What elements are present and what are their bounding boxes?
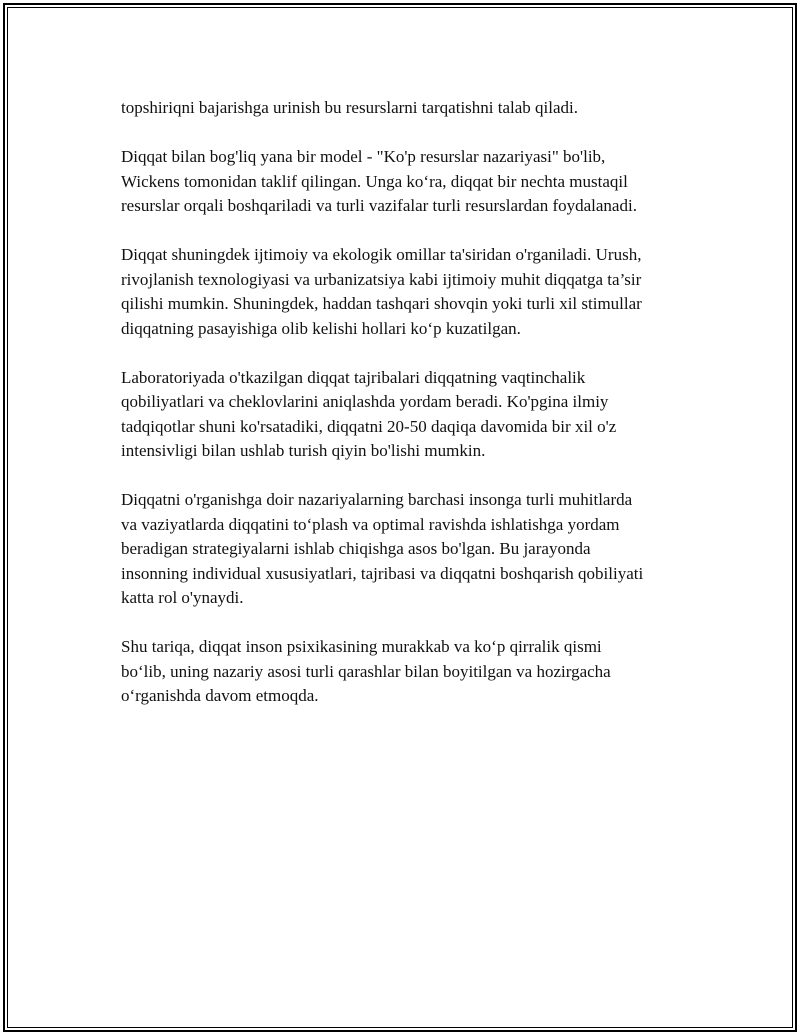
text-line: Laboratoriyada o'tkazilgan diqqat tajribalari diqqatning vaqtinchalik — [121, 367, 586, 387]
text-line: tadqiqotlar shuni ko'rsatadiki, diqqatni 20-50 daqiqa davomida bir xil o'z — [121, 416, 617, 436]
paragraph — [121, 488, 701, 611]
paragraph — [121, 145, 701, 219]
text-line: va vaziyatlarda diqqatini to‘plash va optimal ravishda ishlatishga yordam — [121, 514, 620, 534]
document-body — [121, 96, 701, 733]
text-line: diqqatning pasayishiga olib kelishi hollari ko‘p kuzatilgan. — [121, 318, 521, 338]
paragraph — [121, 243, 701, 341]
text-line: rivojlanish texnologiyasi va urbanizatsiya kabi ijtimoiy muhit diqqatga ta’sir — [121, 269, 642, 289]
text-line: o‘rganishda davom etmoqda. — [121, 686, 319, 705]
text-line: Diqqatni o'rganishga doir nazariyalarning barchasi insonga turli muhitlarda — [121, 490, 633, 509]
text-line: intensivligi bilan ushlab turish qiyin bo'lishi mumkin. — [121, 441, 486, 460]
text-line: topshiriqni bajarishga urinish bu resurslarni tarqatishni talab qiladi. — [121, 98, 579, 117]
text-line: Shu tariqa, diqqat inson psixikasining murakkab va ko‘p qirralik qismi — [121, 637, 602, 656]
text-line: beradigan strategiyalarni ishlab chiqishga asos bo'lgan. Bu jarayonda — [121, 539, 591, 558]
text-line: bo‘lib, uning nazariy asosi turli qarashlar bilan boyitilgan va hozirgacha — [121, 661, 611, 681]
paragraph — [121, 96, 701, 121]
text-line: Wickens tomonidan taklif qilingan. Unga ko‘ra, diqqat bir nechta mustaqil — [121, 171, 628, 191]
text-line: qobiliyatlari va cheklovlarini aniqlashda yordam beradi. Ko'pgina ilmiy — [121, 392, 609, 411]
page-frame — [3, 3, 797, 1032]
text-line: insonning individual xususiyatlari, tajribasi va diqqatni boshqarish qobiliyati — [121, 563, 644, 583]
text-line: katta rol o'ynaydi. — [121, 588, 244, 607]
text-line: qilishi mumkin. Shuningdek, haddan tashqari shovqin yoki turli xil stimullar — [121, 294, 642, 313]
paragraph — [121, 635, 701, 709]
paragraph — [121, 366, 701, 464]
text-line: resurslar orqali boshqariladi va turli vazifalar turli resurslardan foydalanadi. — [121, 196, 637, 215]
text-line: Diqqat bilan bog'liq yana bir model - "Ko'p resurslar nazariyasi" bo'lib, — [121, 147, 606, 166]
text-line: Diqqat shuningdek ijtimoiy va ekologik omillar ta'siridan o'rganiladi. Urush, — [121, 245, 642, 264]
